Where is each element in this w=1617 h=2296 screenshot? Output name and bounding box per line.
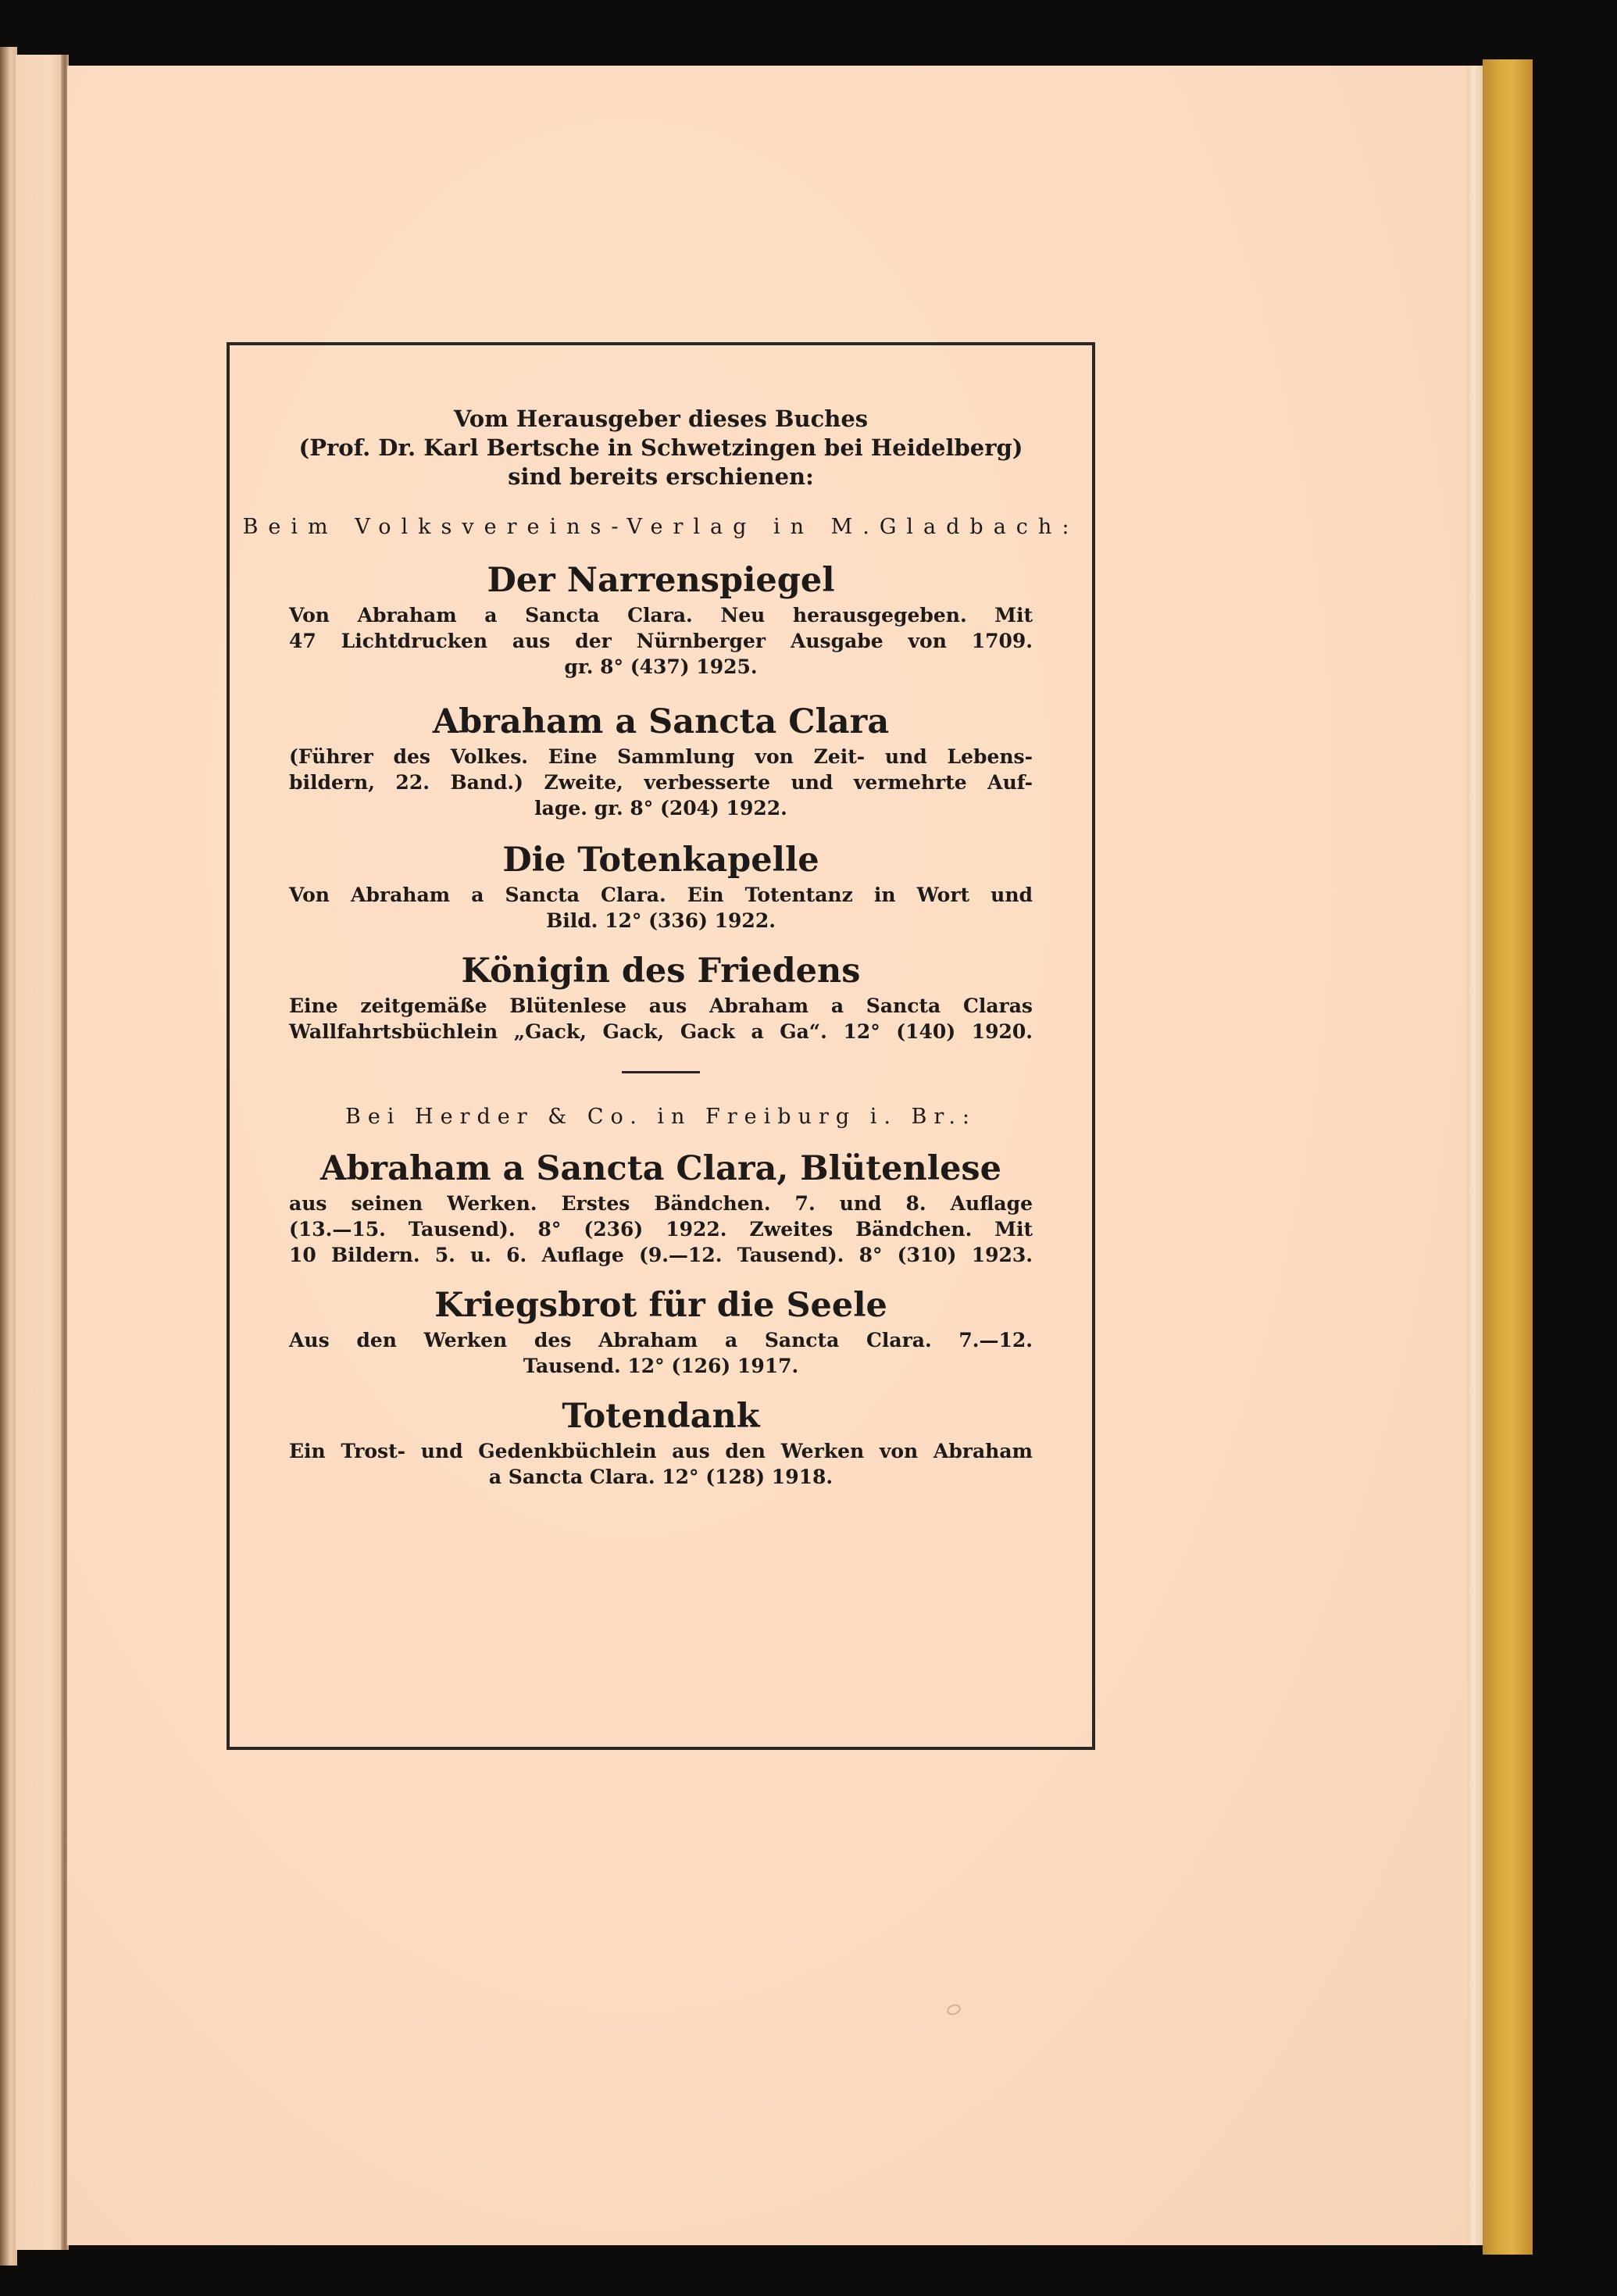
book-title: Abraham a Sancta Clara, Blütenlese xyxy=(320,1149,1001,1188)
book-description-line: Tausend. 12° (126) 1917. xyxy=(523,1355,799,1377)
book-title: Die Totenkapelle xyxy=(502,841,819,880)
book-title: Der Narrenspiegel xyxy=(487,561,835,600)
book-description-line: (13.—15. Tausend). 8° (236) 1922. Zweites Bändchen. Mit xyxy=(289,1218,1033,1241)
book-description-line: Von Abraham a Sancta Clara. Neu herausgegeben. Mit xyxy=(289,604,1033,627)
book-description-line: Ein Trost- und Gedenkbüchlein aus den Werken von Abraham xyxy=(289,1440,1033,1462)
book-description-line: a Sancta Clara. 12° (128) 1918. xyxy=(488,1466,833,1488)
book-title: Königin des Friedens xyxy=(461,952,861,991)
book-description-line: lage. gr. 8° (204) 1922. xyxy=(534,797,787,819)
book-description-line: Eine zeitgemäße Blütenlese aus Abraham a Sancta Claras xyxy=(289,994,1033,1017)
book-description-line: aus seinen Werken. Erstes Bändchen. 7. und 8. Auflage xyxy=(289,1192,1033,1215)
book-description-line: bildern, 22. Band.) Zweite, verbesserte und vermehrte Auf- xyxy=(289,771,1033,794)
book-title: Kriegsbrot für die Seele xyxy=(434,1286,887,1325)
book-title: Totendank xyxy=(562,1397,760,1436)
book-description-line: gr. 8° (437) 1925. xyxy=(564,655,758,678)
intro-line: (Prof. Dr. Karl Bertsche in Schwetzingen bei Heidelberg) xyxy=(298,434,1023,461)
left-page-edge xyxy=(16,55,62,2250)
publisher-heading-volksverein: Beim Volksvereins-Verlag in M.Gladbach: xyxy=(242,515,1080,539)
publisher-list-box xyxy=(227,342,1095,1750)
intro-line: Vom Herausgeber dieses Buches xyxy=(453,405,869,432)
page-stack-edge xyxy=(1467,66,1484,2245)
book-cover-edge xyxy=(1483,59,1533,2255)
book-description-line: Aus den Werken des Abraham a Sancta Clara. 7.—12. xyxy=(289,1329,1033,1352)
book-description-line: Bild. 12° (336) 1922. xyxy=(546,909,776,932)
book-description-line: Wallfahrtsbüchlein „Gack, Gack, Gack a Ga“. 12° (140) 1920. xyxy=(289,1020,1033,1043)
publisher-heading-herder: Bei Herder & Co. in Freiburg i. Br.: xyxy=(344,1105,976,1129)
book-description-line: 47 Lichtdrucken aus der Nürnberger Ausgabe von 1709. xyxy=(289,630,1033,652)
book-description-line: 10 Bildern. 5. u. 6. Auflage (9.—12. Tausend). 8° (310) 1923. xyxy=(289,1244,1033,1266)
intro-line: sind bereits erschienen: xyxy=(508,463,814,490)
book-title: Abraham a Sancta Clara xyxy=(432,702,890,741)
book-spine-left xyxy=(0,47,17,2266)
book-description-line: (Führer des Volkes. Eine Sammlung von Zeit- und Lebens- xyxy=(289,745,1033,768)
book-description-line: Von Abraham a Sancta Clara. Ein Totentanz in Wort und xyxy=(289,884,1033,906)
